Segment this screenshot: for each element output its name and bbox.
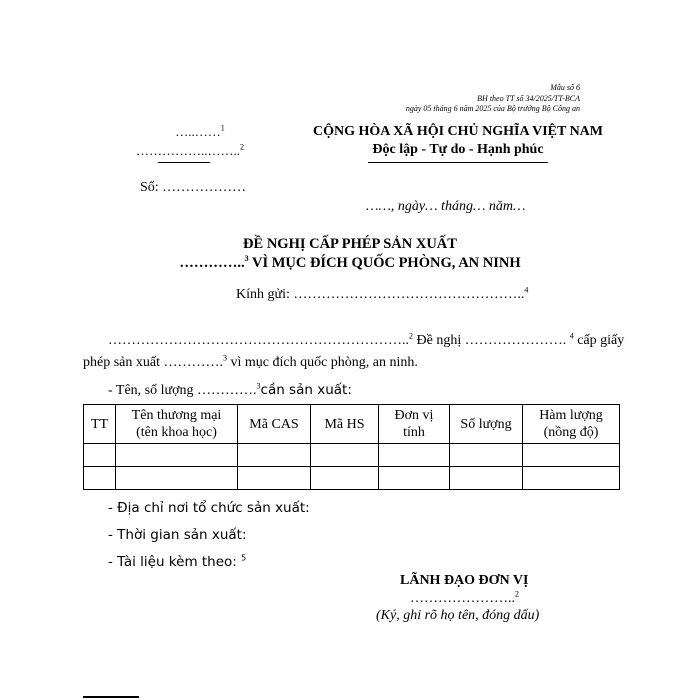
table-cell[interactable] [116, 444, 238, 467]
table-cell[interactable] [450, 444, 523, 467]
parent-unit-line [110, 124, 290, 140]
footnote-separator [83, 696, 139, 698]
footnote-ref: 4 [524, 285, 529, 295]
table-cell[interactable] [523, 467, 620, 490]
col-trade-name-line2: (tên khoa học) [136, 425, 217, 440]
attached-documents [108, 554, 246, 570]
col-unit-line1: Đơn vị [394, 408, 434, 423]
footnote-ref: 3 [222, 353, 227, 363]
signature-title: LÃNH ĐẠO ĐƠN VỊ [400, 573, 529, 588]
footnote-ref: 2 [240, 142, 244, 152]
parent-unit-placeholder: …..…… [175, 124, 221, 139]
attached-documents-label: - Tài liệu kèm theo: [108, 554, 237, 570]
document-number: Số: ……………… [140, 180, 247, 195]
col-concentration-line2: (nồng độ) [543, 425, 599, 440]
table-header-row [84, 405, 620, 444]
applicant-placeholder: ……………………………………………………….. [108, 333, 409, 348]
left-header-rule [158, 162, 210, 163]
request-purpose: vì mục đích quốc phòng, an ninh. [226, 355, 418, 370]
signature-note: (Ký, ghi rõ họ tên, đóng dấu) [376, 608, 540, 623]
footnote-ref: 5 [241, 553, 247, 563]
table-cell[interactable] [311, 467, 379, 490]
col-trade-name-line1: Tên thương mại [131, 408, 222, 423]
footnote-ref: 4 [569, 331, 574, 341]
product-placeholder: - Tên, số lượng …………. [108, 383, 257, 398]
footnote-ref: 3 [256, 381, 261, 391]
col-tt: TT [84, 405, 116, 444]
recipient-line [236, 287, 528, 303]
signature-placeholder: ………………….. [410, 591, 515, 606]
table-cell[interactable] [238, 444, 311, 467]
col-cas: Mã CAS [238, 405, 311, 444]
request-paragraph-line1 [108, 333, 624, 349]
table-cell[interactable] [379, 467, 450, 490]
footnote-ref: 2 [515, 589, 519, 599]
table-cell[interactable] [238, 467, 311, 490]
footnote-ref: 2 [409, 331, 413, 341]
document-subtitle [0, 255, 700, 272]
product-table [83, 404, 620, 490]
form-number: Mẫu số 6 [550, 83, 580, 92]
form-number-note [406, 83, 580, 115]
table-row [84, 467, 620, 490]
table-cell[interactable] [84, 467, 116, 490]
col-unit-line2: tính [403, 425, 425, 440]
date-line: ……, ngày… tháng… năm… [366, 199, 526, 214]
table-cell[interactable] [450, 467, 523, 490]
subtitle-text: VÌ MỤC ĐÍCH QUỐC PHÒNG, AN NINH [248, 255, 521, 271]
form-legal-date: ngày 05 tháng 6 năm 2025 của Bộ trưởng Bộ Công an [405, 104, 580, 113]
table-cell[interactable] [311, 444, 379, 467]
motto-underline [368, 162, 548, 163]
col-trade-name [116, 405, 238, 444]
table-cell[interactable] [523, 444, 620, 467]
table-cell[interactable] [84, 444, 116, 467]
request-paragraph-line2 [83, 355, 418, 371]
nation-title: CỘNG HÒA XÃ HỘI CHỦ NGHĨA VIỆT NAM [312, 124, 603, 139]
production-time: - Thời gian sản xuất: [108, 527, 247, 543]
col-concentration [523, 405, 620, 444]
signature-unit-line [410, 591, 519, 607]
request-text-end: cấp giấy [573, 333, 625, 348]
request-product-placeholder: phép sản xuất …………. [83, 355, 223, 370]
unit-line [100, 143, 280, 159]
col-unit [379, 405, 450, 444]
col-concentration-line1: Hàm lượng [539, 408, 603, 423]
subtitle-placeholder: ………….. [179, 255, 245, 271]
col-quantity: Số lượng [450, 405, 523, 444]
product-label-end: cần sản xuất: [260, 382, 352, 398]
unit-placeholder: ……………..…….. [136, 143, 240, 158]
col-hs: Mã HS [311, 405, 379, 444]
table-cell[interactable] [379, 444, 450, 467]
footnote-ref: 1 [220, 123, 225, 133]
form-legal-basis: BH theo TT số 34/2025/TT-BCA [477, 93, 580, 103]
footnote-ref: 3 [244, 254, 249, 264]
production-address: - Địa chỉ nơi tổ chức sản xuất: [108, 500, 310, 516]
recipient-label: Kính gửi: ………………………………………….. [236, 287, 525, 302]
table-row [84, 444, 620, 467]
table-cell[interactable] [116, 467, 238, 490]
product-list-label [108, 382, 352, 399]
request-text: Đề nghị …………………. [413, 333, 567, 348]
document-title: ĐỀ NGHỊ CẤP PHÉP SẢN XUẤT [243, 236, 457, 252]
nation-motto: Độc lập - Tự do - Hạnh phúc [372, 142, 544, 157]
